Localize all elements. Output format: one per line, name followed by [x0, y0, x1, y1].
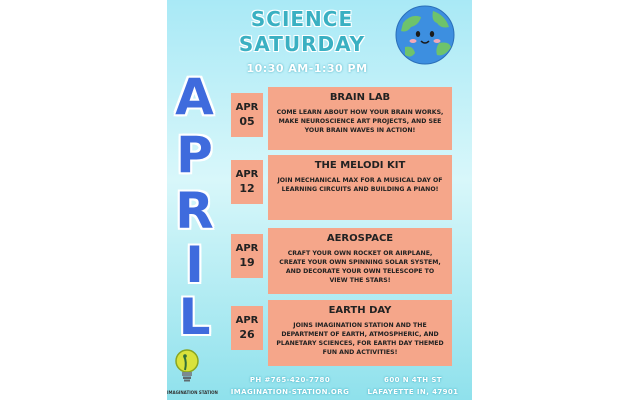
date-day: 19	[239, 256, 255, 269]
month-letter-3: R	[175, 182, 214, 240]
phone-number: PH #765-420-7780	[249, 376, 331, 384]
date-box-1	[231, 93, 263, 137]
date-box-3	[231, 234, 263, 278]
date-month: APR	[235, 169, 259, 180]
title-line1: SCIENCE	[250, 7, 354, 31]
event-title: BRAIN LAB	[329, 92, 391, 103]
date-month: APR	[235, 102, 259, 113]
event-card-3	[268, 228, 452, 294]
event-time: 10:30 AM-1:30 PM	[246, 62, 368, 75]
logo-text: IMAGINATION STATION	[167, 390, 218, 395]
event-description: COME LEARN ABOUT HOW YOUR BRAIN WORKS, MAKE NEUROSCIENCE ART PROJECTS, AND SEE YOUR BRAIN WAVES IN ACTION!	[276, 109, 444, 134]
address-line2: LAFAYETTE IN, 47901	[367, 388, 459, 396]
website-link[interactable]: IMAGINATION-STATION.ORG	[230, 388, 350, 396]
date-box-2	[231, 160, 263, 204]
address-line1: 600 N 4TH ST	[384, 376, 442, 384]
date-month: APR	[235, 315, 259, 326]
month-letter-5: L	[178, 288, 211, 346]
month-letter-2: P	[176, 126, 213, 184]
date-box-4	[231, 306, 263, 350]
date-day: 26	[239, 328, 255, 341]
event-card-1	[268, 87, 452, 150]
date-day: 12	[239, 182, 255, 195]
event-title: EARTH DAY	[328, 305, 392, 316]
event-card-4	[268, 300, 452, 366]
event-description: JOINS IMAGINATION STATION AND THE DEPARTMENT OF EARTH, ATMOSPHERIC, AND PLANETARY SCIENCES, FOR EARTH DAY THEMED FUN AND ACTIVITIES!	[276, 322, 444, 356]
lightbulb-logo-icon	[173, 348, 201, 388]
event-title: THE MELODI KIT	[314, 160, 406, 171]
month-letter-1: A	[175, 68, 214, 126]
title-line2: SATURDAY	[238, 32, 366, 56]
date-month: APR	[235, 243, 259, 254]
smiling-earth-icon	[389, 3, 461, 67]
event-description: JOIN MECHANICAL MAX FOR A MUSICAL DAY OF LEARNING CIRCUITS AND BUILDING A PIANO!	[277, 177, 443, 193]
event-title: AEROSPACE	[326, 233, 394, 244]
date-day: 05	[239, 115, 255, 128]
month-letter-4: I	[185, 236, 204, 294]
event-description: CRAFT YOUR OWN ROCKET OR AIRPLANE, CREATE YOUR OWN SPINNING SOLAR SYSTEM, AND DECORATE YOUR OWN TELESCOPE TO VIEW THE STARS!	[279, 250, 441, 284]
poster	[167, 0, 472, 400]
event-card-2	[268, 155, 452, 220]
